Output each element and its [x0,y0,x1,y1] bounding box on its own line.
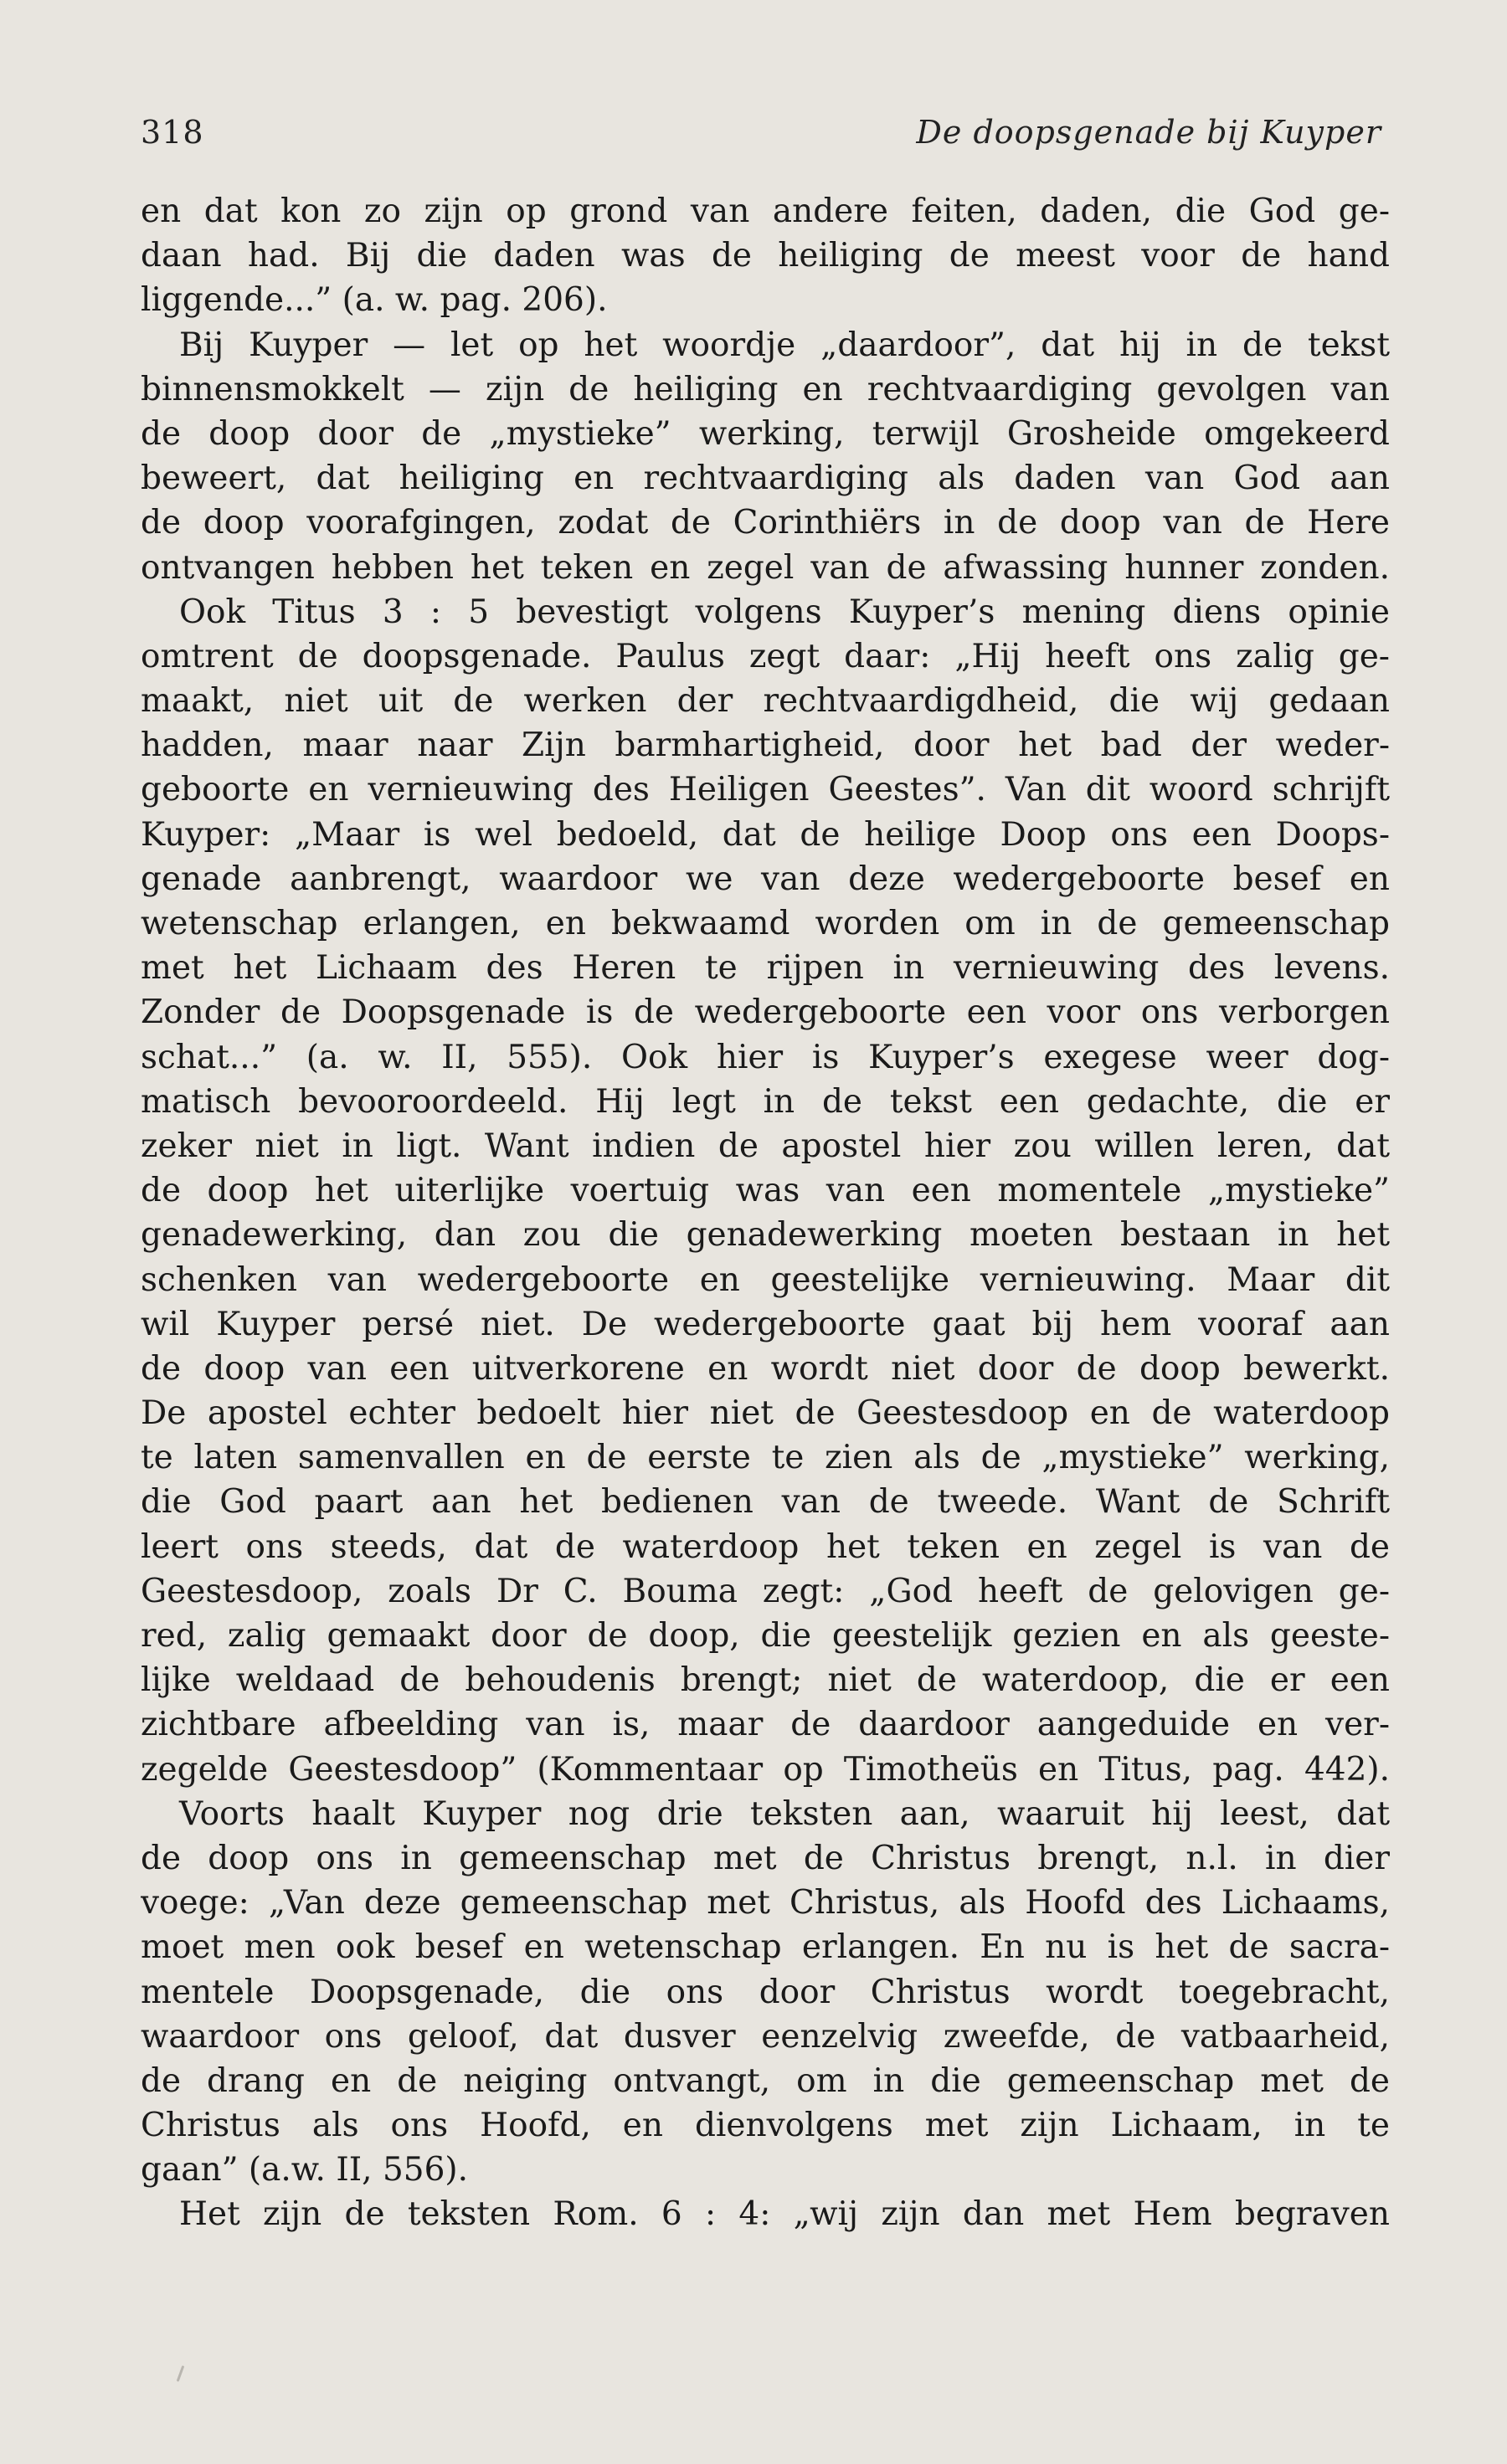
text-line: de drang en de neiging ontvangt, om in die gemeenschap met de [141,2061,1390,2100]
text-line: met het Lichaam des Heren te rijpen in vernieuwing des levens. [141,949,1390,988]
running-title: De doopsgenade bij Kuyper [916,114,1381,151]
text-line: Geestesdoop, zoals Dr C. Bouma zegt: „God heeft de gelovigen ge- [141,1572,1390,1610]
text-line: schat...” (a. w. II, 555). Ook hier is Kuyper’s exegese weer dog- [141,1038,1390,1076]
text-line: Ook Titus 3 : 5 bevestigt volgens Kuyper’s mening diens opinie [179,593,1390,631]
text-line: Zonder de Doopsgenade is de wedergeboorte een voor ons verborgen [141,993,1390,1032]
text-line: wil Kuyper persé niet. De wedergeboorte gaat bij hem vooraf aan [141,1305,1390,1343]
text-line: liggende...” (a. w. pag. 206). [141,281,608,320]
text-line: beweert, dat heiliging en rechtvaardiging als daden van God aan [141,459,1390,498]
text-line: schenken van wedergeboorte en geestelijke vernieuwing. Maar dit [141,1260,1390,1299]
text-line: moet men ook besef en wetenschap erlangen. En nu is het de sacra- [141,1928,1390,1967]
text-line: de doop door de „mystieke” werking, terwijl Grosheide omgekeerd [141,414,1390,453]
text-line: en dat kon zo zijn op grond van andere feiten, daden, die God ge- [141,192,1390,230]
text-line: De apostel echter bedoelt hier niet de Geestesdoop en de waterdoop [141,1394,1390,1433]
text-line: de doop voorafgingen, zodat de Corinthiërs in de doop van de Here [141,504,1390,542]
paper-mark [177,2365,185,2382]
body-text [141,189,1390,2237]
page-number: 318 [141,114,204,151]
text-line: ontvangen hebben het teken en zegel van de afwassing hunner zonden. [141,548,1390,587]
text-line: binnensmokkelt — zijn de heiliging en rechtvaardiging gevolgen van [141,370,1390,408]
text-line: wetenschap erlangen, en bekwaamd worden om in de gemeenschap [141,905,1390,942]
running-head [141,114,1381,164]
text-line: daan had. Bij die daden was de heiliging de meest voor de hand [141,237,1390,275]
text-line: omtrent de doopsgenade. Paulus zegt daar: „Hij heeft ons zalig ge- [141,637,1390,675]
text-line: hadden, maar naar Zijn barmhartigheid, door het bad der weder- [141,726,1390,765]
text-line: de doop van een uitverkorene en wordt niet door de doop bewerkt. [141,1349,1390,1388]
text-line: Voorts haalt Kuyper nog drie teksten aan, waaruit hij leest, dat [179,1794,1390,1833]
text-line: genadewerking, dan zou die genadewerking moeten bestaan in het [141,1216,1390,1255]
text-line: geboorte en vernieuwing des Heiligen Geestes”. Van dit woord schrijft [141,771,1390,809]
text-line: genade aanbrengt, waardoor we van deze wedergeboorte besef en [141,860,1390,898]
text-line: Bij Kuyper — let op het woordje „daardoor”, dat hij in de tekst [179,326,1390,364]
text-line: maakt, niet uit de werken der rechtvaardigdheid, die wij gedaan [141,682,1390,721]
text-line: te laten samenvallen en de eerste te zien als de „mystieke” werking, [141,1439,1390,1477]
text-line: lijke weldaad de behoudenis brengt; niet de waterdoop, die er een [141,1661,1390,1700]
text-line: zegelde Geestesdoop” (Kommentaar op Timotheüs en Titus, pag. 442). [141,1750,1390,1789]
text-line: gaan” (a.w. II, 556). [141,2151,468,2189]
text-line: mentele Doopsgenade, die ons door Christus wordt toegebracht, [141,1973,1390,2011]
text-line: Kuyper: „Maar is wel bedoeld, dat de heilige Doop ons een Doops- [141,815,1390,854]
text-line: matisch bevooroordeeld. Hij legt in de tekst een gedachte, die er [141,1082,1390,1121]
text-line: waardoor ons geloof, dat dusver eenzelvig zweefde, de vatbaarheid, [141,2017,1390,2056]
text-line: leert ons steeds, dat de waterdoop het teken en zegel is van de [141,1527,1390,1566]
text-line: red, zalig gemaakt door de doop, die geestelijk gezien en als geeste- [141,1617,1390,1655]
text-line: Christus als ons Hoofd, en dienvolgens met zijn Lichaam, in te [141,2107,1390,2145]
text-line: zichtbare afbeelding van is, maar de daardoor aangeduide en ver- [141,1706,1390,1744]
text-line: de doop het uiterlijke voertuig was van een momentele „mystieke” [141,1172,1390,1210]
text-line: Het zijn de teksten Rom. 6 : 4: „wij zijn dan met Hem begraven [179,2195,1390,2234]
text-line: zeker niet in ligt. Want indien de apostel hier zou willen leren, dat [141,1127,1390,1165]
text-line: voege: „Van deze gemeenschap met Christus, als Hoofd des Lichaams, [141,1884,1390,1922]
text-line: die God paart aan het bedienen van de tweede. Want de Schrift [141,1483,1390,1522]
text-line: de doop ons in gemeenschap met de Christus brengt, n.l. in dier [141,1839,1390,1877]
